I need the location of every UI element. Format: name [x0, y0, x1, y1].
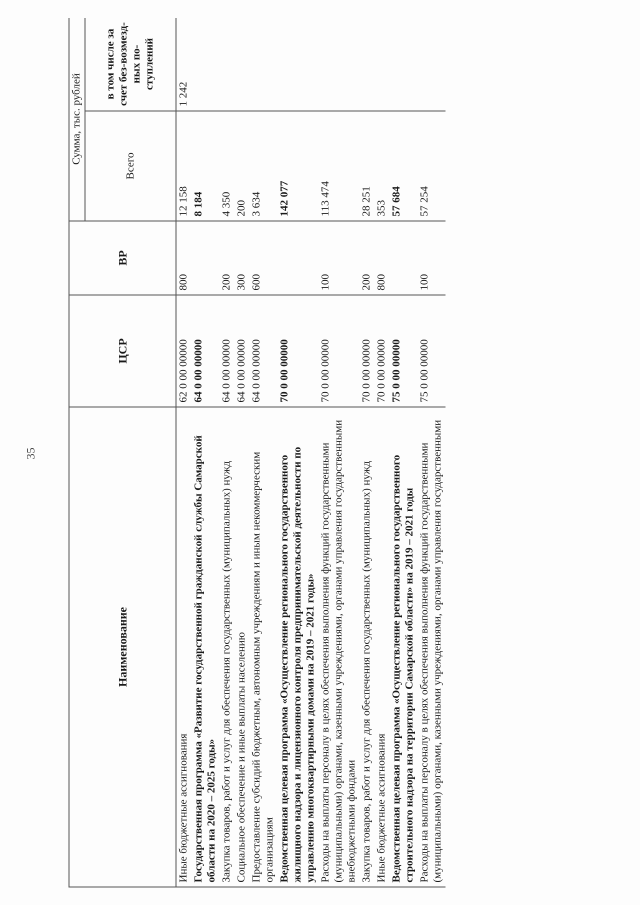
cell-name: Предоставление субсидий бюджетным, автономным учреждениям и иным некоммерческим организациям	[250, 407, 278, 887]
cell-vr: 100	[418, 221, 446, 295]
cell-csr: 70 0 00 00000	[375, 295, 390, 407]
table-row	[418, 18, 446, 887]
cell-vr	[278, 221, 319, 295]
cell-name: Ведомственная целевая программа «Осуществление регионального государственного жилищного надзора и лицензионного контроля предпринимательской деятельности по управлению многоквартирными домами на 2019 – 2021 годы»	[278, 407, 319, 887]
cell-csr: 64 0 00 00000	[235, 295, 250, 407]
cell-gratuitous	[250, 18, 278, 111]
table-row	[192, 18, 220, 887]
cell-gratuitous	[278, 18, 319, 111]
cell-gratuitous	[192, 18, 220, 111]
cell-vr: 300	[235, 221, 250, 295]
cell-name: Закупка товаров, работ и услуг для обеспечения государственных (муниципальных) нужд	[360, 407, 375, 887]
cell-total: 113 474	[319, 111, 360, 221]
table-body	[176, 18, 446, 887]
table-row	[390, 18, 418, 887]
cell-name: Иные бюджетные ассигнования	[176, 407, 192, 887]
header-csr: ЦСР	[69, 295, 176, 407]
header-gratuitous: в том числе за счет без-возмезд-ных по-ступлений	[85, 18, 176, 111]
cell-name: Иные бюджетные ассигнования	[375, 407, 390, 887]
cell-total: 3 634	[250, 111, 278, 221]
cell-name: Расходы на выплаты персоналу в целях обеспечения выполнения функций государственными (муниципальными) органами, казенными учреждениями, органами управления государственными	[418, 407, 446, 887]
cell-name: Социальное обеспечение и иные выплаты населению	[235, 407, 250, 887]
cell-name: Ведомственная целевая программа «Осуществление регионального государственного строительного надзора на территории Самарской области» на 2019 – 2021 годы	[390, 407, 418, 887]
cell-csr: 70 0 00 00000	[278, 295, 319, 407]
table-row	[220, 18, 235, 887]
table-row	[360, 18, 375, 887]
table-header	[69, 18, 176, 887]
cell-total: 8 184	[192, 111, 220, 221]
cell-total: 142 077	[278, 111, 319, 221]
cell-total: 200	[235, 111, 250, 221]
table-row	[235, 18, 250, 887]
cell-total: 4 350	[220, 111, 235, 221]
header-vr: ВР	[69, 221, 176, 295]
table-row	[375, 18, 390, 887]
cell-csr: 70 0 00 00000	[319, 295, 360, 407]
table-row	[278, 18, 319, 887]
cell-gratuitous	[319, 18, 360, 111]
cell-name: Расходы на выплаты персоналу в целях обеспечения выполнения функций государственными (муниципальными) органами, казенными учреждениями, органами управления государственными внебюджетными фондами	[319, 407, 360, 887]
cell-gratuitous	[235, 18, 250, 111]
cell-vr: 200	[220, 221, 235, 295]
budget-table	[69, 18, 446, 888]
cell-csr: 64 0 00 00000	[250, 295, 278, 407]
document-sheet	[68, 18, 573, 888]
cell-vr: 100	[319, 221, 360, 295]
cell-vr	[192, 221, 220, 295]
header-sum-group: Сумма, тыс. рублей	[69, 18, 85, 221]
cell-gratuitous: 1 242	[176, 18, 192, 111]
page-number: 35	[23, 447, 38, 460]
header-total: Всего	[85, 111, 176, 221]
cell-csr: 64 0 00 00000	[220, 295, 235, 407]
header-name: Наименование	[69, 407, 176, 887]
cell-name: Государственная программа «Развитие государственной гражданской службы Самарской области на 2020 – 2025 годы»	[192, 407, 220, 887]
cell-vr: 800	[375, 221, 390, 295]
cell-gratuitous	[360, 18, 375, 111]
rotated-table-wrapper	[69, 18, 574, 888]
cell-csr: 75 0 00 00000	[418, 295, 446, 407]
cell-csr: 64 0 00 00000	[192, 295, 220, 407]
cell-name: Закупка товаров, работ и услуг для обеспечения государственных (муниципальных) нужд	[220, 407, 235, 887]
cell-csr: 75 0 00 00000	[390, 295, 418, 407]
cell-gratuitous	[220, 18, 235, 111]
cell-vr	[390, 221, 418, 295]
cell-total: 57 684	[390, 111, 418, 221]
cell-total: 353	[375, 111, 390, 221]
cell-csr: 62 0 00 00000	[176, 295, 192, 407]
cell-gratuitous	[390, 18, 418, 111]
table-row	[319, 18, 360, 887]
cell-total: 57 254	[418, 111, 446, 221]
cell-csr: 70 0 00 00000	[360, 295, 375, 407]
cell-total: 28 251	[360, 111, 375, 221]
cell-vr: 800	[176, 221, 192, 295]
cell-vr: 200	[360, 221, 375, 295]
cell-gratuitous	[418, 18, 446, 111]
table-row	[250, 18, 278, 887]
cell-vr: 600	[250, 221, 278, 295]
cell-total: 12 158	[176, 111, 192, 221]
cell-gratuitous	[375, 18, 390, 111]
table-row	[176, 18, 192, 887]
